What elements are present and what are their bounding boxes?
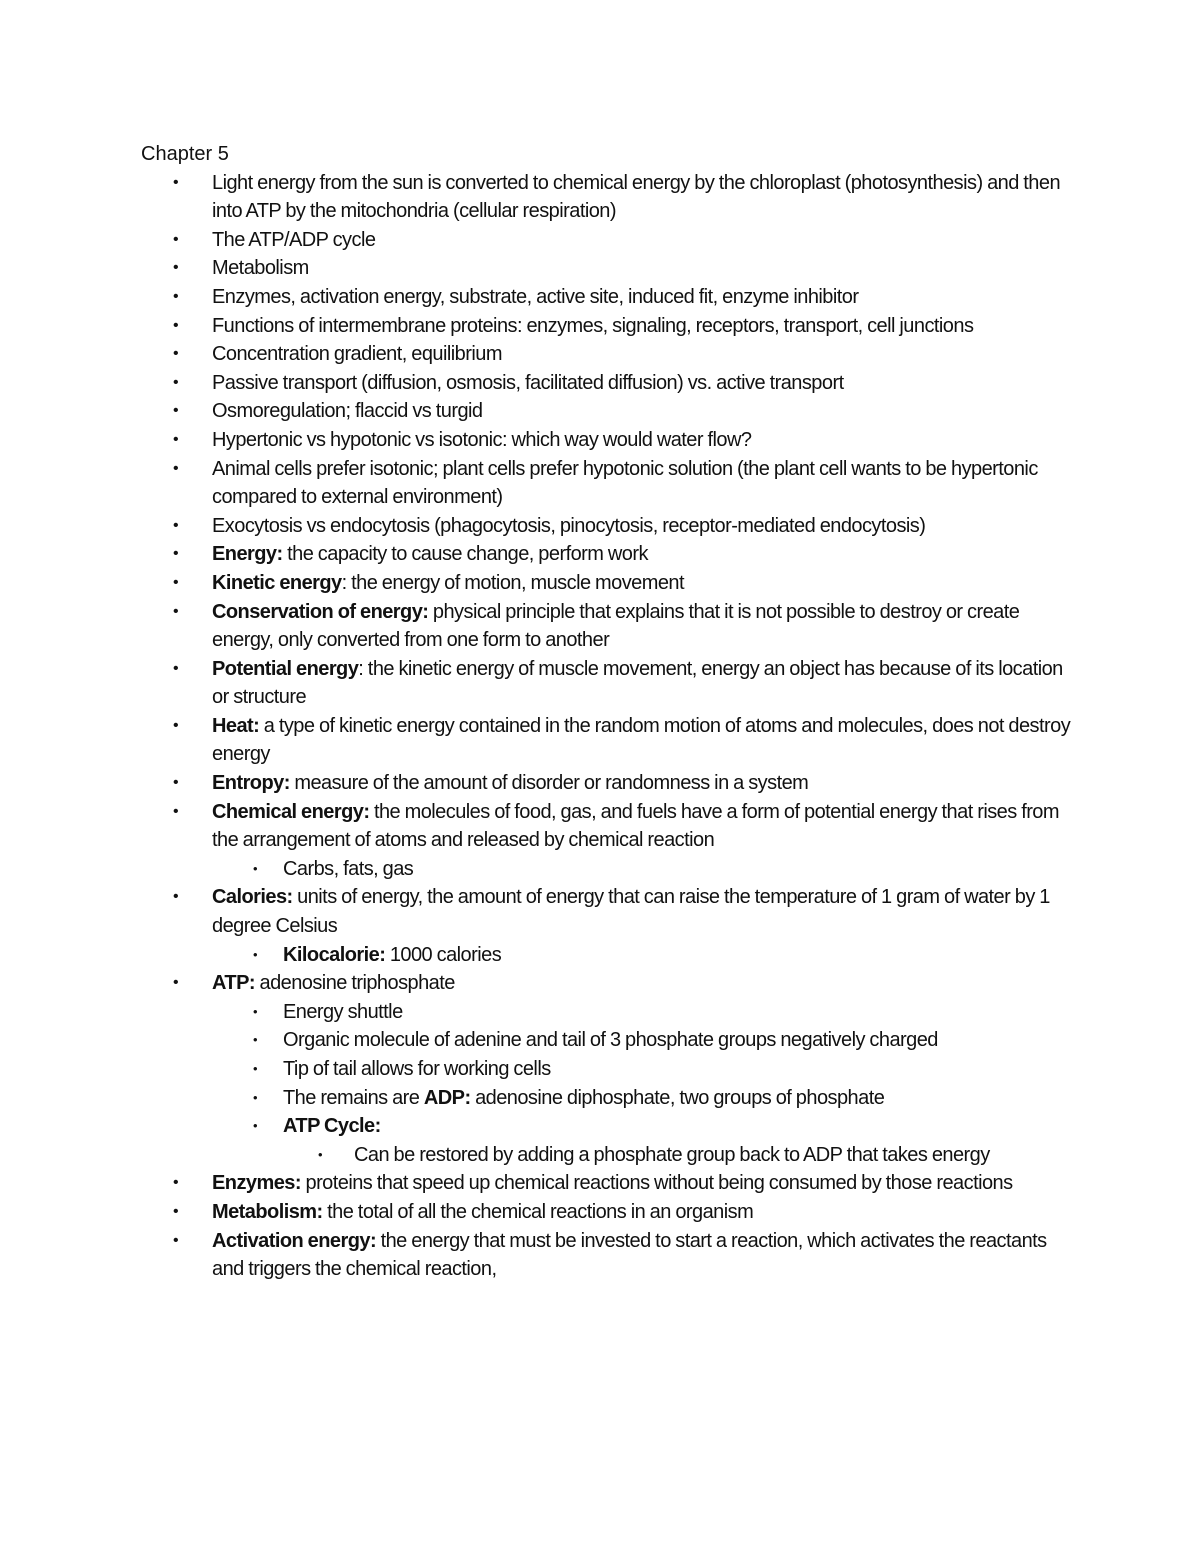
term-label: Conservation of energy: (212, 600, 429, 623)
term-label: Calories: (212, 886, 293, 909)
bullet-icon: • (253, 1118, 258, 1134)
bullet-icon: • (173, 602, 179, 620)
bullet-icon: • (173, 888, 179, 906)
item-text: the total of all the chemical reactions in an organism (322, 1200, 754, 1223)
list-item (141, 312, 1071, 341)
item-text: Hypertonic vs hypotonic vs isotonic: which way would water flow? (212, 428, 752, 451)
item-text: Osmoregulation; flaccid vs turgid (212, 400, 483, 423)
item-text: Tip of tail allows for working cells (283, 1058, 551, 1080)
list-item (141, 569, 1071, 598)
list-item (141, 969, 1071, 998)
term-label: Potential energy (212, 657, 359, 680)
list-item (141, 1169, 1071, 1198)
sub-list-item (141, 1055, 1071, 1084)
bullet-icon: • (318, 1146, 323, 1162)
list-item (141, 798, 1071, 855)
list-item (141, 226, 1071, 255)
item-text: Energy shuttle (283, 1000, 403, 1023)
item-text: Passive transport (diffusion, osmosis, facilitated diffusion) vs. active transport (212, 371, 844, 394)
bullet-icon: • (173, 316, 179, 334)
bullet-icon: • (253, 1003, 258, 1019)
sub-list-item (141, 1112, 1071, 1141)
item-text: Concentration gradient, equilibrium (212, 343, 502, 366)
bullet-icon: • (173, 430, 179, 448)
item-text: Exocytosis vs endocytosis (phagocytosis, pinocytosis, receptor-mediated endocytosis) (212, 514, 926, 537)
bullet-icon: • (173, 1202, 179, 1220)
item-text: units of energy, the amount of energy that can raise the temperature of 1 gram of water by 1 degree Celsius (212, 886, 1050, 938)
term-label: ADP: (423, 1086, 471, 1109)
term-label: Entropy: (212, 772, 290, 795)
sub-list-item (141, 1026, 1071, 1055)
term-label: ATP: (212, 972, 255, 995)
item-text: : the energy of motion, muscle movement (341, 571, 685, 594)
bullet-icon: • (173, 659, 179, 677)
list-item (141, 655, 1071, 712)
item-text: adenosine diphosphate, two groups of phosphate (470, 1086, 885, 1109)
list-item (141, 1227, 1071, 1284)
chapter-heading: Chapter 5 (141, 143, 229, 165)
bullet-icon: • (173, 1174, 179, 1192)
bullet-icon: • (253, 946, 258, 962)
bullet-icon: • (173, 974, 179, 992)
list-item (141, 283, 1071, 312)
list-item (141, 397, 1071, 426)
item-text: the molecules of food, gas, and fuels have a form of potential energy that rises from the arrangement of atoms and released by chemical reaction (212, 800, 1059, 852)
notes-list (141, 169, 1071, 1284)
list-item (141, 340, 1071, 369)
list-item (141, 712, 1071, 769)
sub-list-item (141, 998, 1071, 1027)
sub-list-item (141, 855, 1071, 884)
item-text: Metabolism (212, 257, 309, 280)
list-item (141, 1198, 1071, 1227)
bullet-icon: • (253, 860, 258, 876)
term-label: ATP Cycle: (283, 1115, 381, 1138)
list-item (141, 455, 1071, 512)
list-item (141, 512, 1071, 541)
item-text: The remains are (283, 1086, 424, 1109)
item-text: Light energy from the sun is converted to chemical energy by the chloroplast (photosynthesis) and then into ATP by the mitochondria (cellular respiration) (212, 171, 1061, 223)
item-text: Can be restored by adding a phosphate group back to ADP that takes energy (354, 1143, 990, 1166)
sub-sub-list-item (141, 1141, 1071, 1170)
item-text: The ATP/ADP cycle (212, 228, 376, 251)
list-item (141, 426, 1071, 455)
bullet-icon: • (173, 373, 179, 391)
term-label: Kinetic energy (212, 571, 342, 594)
item-text: 1000 calories (385, 943, 502, 966)
item-text: Animal cells prefer isotonic; plant cells prefer hypotonic solution (the plant cell wants to be hypertonic compared to external environment) (212, 457, 1038, 509)
list-item (141, 369, 1071, 398)
bullet-icon: • (173, 516, 179, 534)
term-label: Activation energy: (212, 1229, 377, 1252)
item-text: the capacity to cause change, perform work (282, 543, 648, 566)
bullet-icon: • (253, 1089, 258, 1105)
bullet-icon: • (253, 1032, 258, 1048)
bullet-icon: • (173, 802, 179, 820)
item-text: Functions of intermembrane proteins: enzymes, signaling, receptors, transport, cell junctions (212, 314, 974, 337)
item-text: Carbs, fats, gas (283, 857, 414, 880)
list-item (141, 169, 1071, 226)
list-item (141, 254, 1071, 283)
bullet-icon: • (173, 716, 179, 734)
bullet-icon: • (173, 459, 179, 477)
bullet-icon: • (253, 1061, 258, 1076)
item-text: : the kinetic energy of muscle movement, energy an object has because of its location or structure (212, 657, 1063, 709)
term-label: Energy: (212, 543, 283, 566)
bullet-icon: • (173, 230, 179, 248)
list-item (141, 598, 1071, 655)
list-item (141, 883, 1071, 940)
bullet-icon: • (173, 545, 179, 563)
term-label: Metabolism: (212, 1200, 323, 1223)
bullet-icon: • (173, 774, 179, 792)
bullet-icon: • (173, 173, 179, 191)
bullet-icon: • (173, 573, 179, 591)
item-text: the energy that must be invested to start a reaction, which activates the reactants and triggers the chemical reaction, (212, 1229, 1047, 1281)
item-text: physical principle that explains that it is not possible to destroy or create energy, only converted from one form to another (212, 600, 1020, 652)
item-text: proteins that speed up chemical reactions without being consumed by those reactions (300, 1172, 1013, 1195)
sub-list-item (141, 941, 1071, 970)
sub-list-item (141, 1084, 1071, 1113)
item-text: measure of the amount of disorder or randomness in a system (289, 772, 809, 795)
term-label: Chemical energy: (212, 800, 370, 823)
term-label: Kilocalorie: (283, 943, 386, 966)
notes-content (141, 140, 1071, 1284)
item-text: a type of kinetic energy contained in the random motion of atoms and molecules, does not destroy energy (212, 714, 1071, 766)
list-item (141, 769, 1071, 798)
term-label: Enzymes: (212, 1172, 301, 1195)
term-label: Heat: (212, 714, 260, 737)
bullet-icon: • (173, 287, 179, 305)
bullet-icon: • (173, 345, 179, 363)
item-text: Organic molecule of adenine and tail of 3 phosphate groups negatively charged (283, 1029, 938, 1052)
bullet-icon: • (173, 259, 179, 277)
list-item (141, 540, 1071, 569)
item-text: Enzymes, activation energy, substrate, active site, induced fit, enzyme inhibitor (212, 285, 859, 308)
bullet-icon: • (173, 402, 179, 420)
bullet-icon: • (173, 1231, 179, 1249)
item-text: adenosine triphosphate (254, 972, 455, 995)
